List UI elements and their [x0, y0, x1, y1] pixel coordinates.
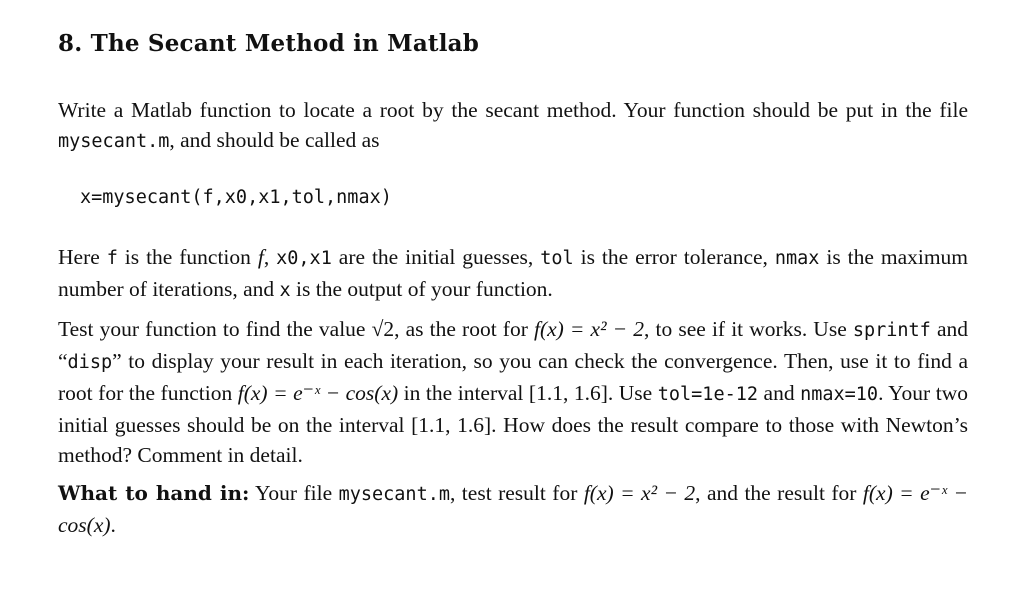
instr-text-2: , as the root for: [394, 317, 534, 341]
handin-equation-exp-cos: f(x) = e⁻ˣ − cos(x): [58, 481, 969, 537]
section-number: 8.: [58, 30, 83, 57]
instr-text-4: and “: [58, 317, 968, 373]
handin-equation-x-squared: f(x) = x² − 2: [583, 481, 696, 505]
equation-x-squared: f(x) = x² − 2: [533, 317, 645, 341]
instr-text-7: and: [758, 381, 801, 405]
param-text-4: are the initial guesses,: [331, 245, 541, 269]
handin-text-3: , and the result for: [695, 481, 863, 505]
code-tol: tol: [540, 248, 574, 269]
document-page: [58, 30, 968, 540]
handin-text-4: .: [110, 513, 116, 537]
hand-in-paragraph: [58, 478, 968, 540]
hand-in-label: What to hand in:: [58, 481, 250, 505]
code-x0x1: x0,x1: [276, 248, 332, 269]
code-nmax: nmax: [774, 248, 820, 269]
code-disp: disp: [67, 352, 113, 373]
param-text-7: is the output of your function.: [290, 277, 553, 301]
parameters-paragraph: [58, 242, 968, 306]
param-text-6: is the maximum number of iterations, and: [58, 245, 969, 301]
param-text-2: is the function: [117, 245, 258, 269]
param-text-1: Here: [58, 245, 107, 269]
intro-paragraph: [58, 95, 968, 157]
section-title: The Secant Method in Matlab: [90, 30, 480, 57]
math-f: f: [257, 245, 264, 269]
math-sqrt2: √2: [371, 317, 395, 341]
code-sprintf: sprintf: [852, 320, 931, 341]
handin-filename-code: mysecant.m: [338, 484, 450, 505]
code-f: f: [106, 248, 118, 269]
instr-text-5: ” to display your result in each iteration, so you can check the convergence. Then, use it to find a root for the function: [58, 349, 968, 405]
instr-text-3: , to see if it works. Use: [644, 317, 853, 341]
intro-text-2: , and should be called as: [169, 128, 380, 152]
param-text-5: is the error tolerance,: [573, 245, 775, 269]
section-heading: [58, 30, 968, 57]
instructions-paragraph: [58, 314, 968, 470]
handin-text-2: , test result for: [450, 481, 584, 505]
filename-code: mysecant.m: [58, 131, 170, 152]
code-x: x: [279, 280, 291, 301]
param-text-3: ,: [263, 245, 277, 269]
code-tol-setting: tol=1e-12: [657, 384, 758, 405]
instr-text-6: in the interval [1.1, 1.6]. Use: [398, 381, 658, 405]
intro-text-1: Write a Matlab function to locate a root by the secant method. Your function should be put in the file: [58, 98, 968, 122]
equation-exp-cos: f(x) = e⁻ˣ − cos(x): [237, 381, 399, 405]
function-call-code: x=mysecant(f,x0,x1,tol,nmax): [80, 187, 392, 208]
instr-text-8: . Your two initial guesses should be on the interval [1.1, 1.6]. How does the result compare to those with Newton’s method? Comment in detail.: [58, 381, 968, 467]
handin-text-1: Your file: [249, 481, 339, 505]
code-nmax-setting: nmax=10: [800, 384, 879, 405]
instr-text-1: Test your function to find the value: [58, 317, 372, 341]
